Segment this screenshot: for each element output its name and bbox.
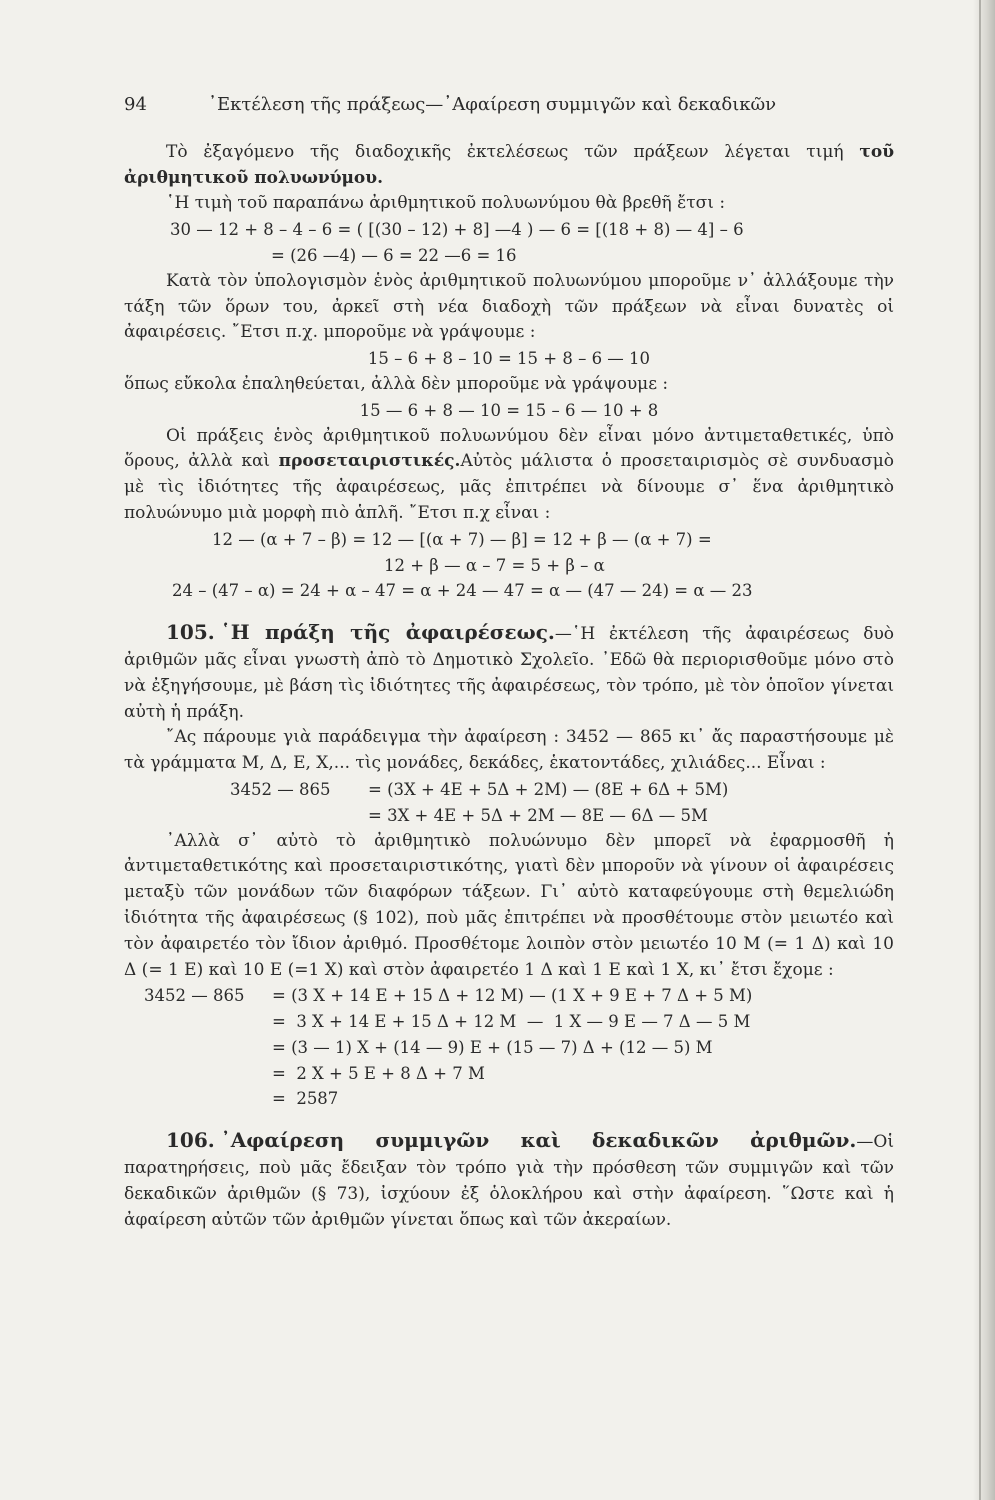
intro-text: Τὸ ἐξαγόμενο τῆς διαδοχικῆς ἐκτελέσεως τῶν πράξεων λέγεται τιμή [166,141,844,162]
equation-6-rhs1: = (3 Χ + 14 Ε + 15 Δ + 12 Μ) — (1 Χ + 9 Ε + 7 Δ + 5 Μ) [272,986,753,1006]
equation-5-rhs2: = 3Χ + 4Ε + 5Δ + 2Μ — 8Ε — 6Δ — 5Μ [368,805,708,825]
section-105-title: ῾Η πράξη τῆς ἀφαιρέσεως. [220,620,555,645]
running-title: ᾿Εκτέλεση τῆς πράξεως—᾿Αφαίρεση συμμιγῶν καὶ δεκαδικῶν [208,94,777,115]
equation-4-line1: 12 — (α + 7 – β) = 12 — [(α + 7) — β] = 12 + β — (α + 7) = [212,529,712,549]
equation-1-line2: = (26 —4) — 6 = 22 —6 = 16 [271,245,517,265]
equation-1-line1: 30 — 12 + 8 – 4 – 6 = ( [(30 – 12) + 8] —4 ) — 6 = [(18 + 8) — 4] – 6 [170,220,744,240]
equation-6-row2 [144,1009,894,1035]
equation-6-row3 [144,1035,894,1061]
section-105-example: ῎Ας πάρουμε γιὰ παράδειγμα τὴν ἀφαίρεση : 3452 — 865 κι᾿ ἄς παραστήσουμε μὲ τὰ γράμματα Μ, Δ, Ε, Χ,... τὶς μονάδες, δεκάδες, ἑκατοντάδες, χιλιάδες... Εἶναι : [124,727,894,774]
paragraph-borrowing: ᾿Αλλὰ σ᾿ αὐτὸ τὸ ἀριθμητικὸ πολυώνυμο δὲν μπορεῖ νὰ ἐφαρμοσθῆ ἡ ἀντιμεταθετικότης καὶ προσεταιριστικότης, γιατὶ δὲν μποροῦν νὰ γίνουν οἱ ἀφαιρέσεις μεταξὺ τῶν μονάδων τῶν διαφόρων τάξεων. Γι᾿ αὐτὸ καταφεύγουμε στὴ θεμελιώδη ἰδιότητα τῆς ἀφαιρέσεως (§ 102), ποὺ μᾶς ἐπιτρέπει νὰ προσθέτουμε στὸν μειωτέο καὶ τὸν ἀφαιρετέο τὸν ἴδιον ἀριθμό. Προσθέτομε λοιπὸν στὸν μειωτέο 10 Μ (= 1 Δ) καὶ 10 Δ (= 1 Ε) καὶ 10 Ε (=1 Χ) καὶ στὸν ἀφαιρετέο 1 Δ καὶ 1 Ε καὶ 1 Χ, κι᾿ ἔτσι ἔχομε : [124,830,894,980]
equation-2: 15 – 6 + 8 – 10 = 15 + 8 – 6 — 10 [367,349,651,369]
intro-bold-term: τοῦ ἀριθμητικοῦ πολυωνύμου. [124,141,894,188]
equation-5 [230,777,894,829]
intro-line2: ῾Η τιμὴ τοῦ παραπάνω ἀριθμητικοῦ πολυωνύμου θὰ βρεθῆ ἔτσι : [166,193,726,214]
book-page [124,92,894,1233]
para4-bold-term: προσεταιριστικές. [278,451,461,472]
section-105-number: 105. [166,620,215,645]
equation-5-row2 [230,803,894,829]
equation-4-line2: 12 + β — α – 7 = 5 + β – α [384,555,605,575]
section-106-text: —Οἱ παρατηρήσεις, ποὺ μᾶς ἔδειξαν τὸν τρόπο γιὰ τὴν πρόσθεση τῶν συμμιγῶν καὶ τῶν δεκαδικῶν ἀριθμῶν (§ 73), ἰσχύουν ἐξ ὁλοκλήρου καὶ στὴν ἀφαίρεση. ῞Ωστε καὶ ἡ ἀφαίρεση αὐτῶν τῶν ἀριθμῶν γίνεται ὅπως καὶ τῶν ἀκεραίων. [124,1132,894,1230]
section-105-text: —῾Η ἐκτέλεση τῆς ἀφαιρέσεως δυὸ ἀριθμῶν μᾶς εἶναι γνωστὴ ἀπὸ τὸ Δημοτικὸ Σχολεῖο. ᾿Εδῶ θὰ περιορισθοῦμε μόνο στὸ νὰ ἐξηγήσουμε, μὲ βάση τὶς ἰδιότητες τῆς ἀφαιρέσεως, τὸν τρόπο, μὲ τὸν ὁποῖον γίνεται αὐτὴ ἡ πράξη. [124,624,895,722]
equation-6-rhs2: = 3 Χ + 14 Ε + 15 Δ + 12 Μ — 1 Χ — 9 Ε — 7 Δ — 5 Μ [272,1012,751,1032]
page-header [124,92,894,118]
para4-text-after: Αὐτὸς μάλιστα ὁ προσεταιρισμὸς σὲ συνδυασμὸ μὲ τὶς ἰδιότητες τῆς ἀφαιρέσεως, μᾶς ἐπιτρέπει νὰ δίνουμε σ᾿ ἕνα ἀριθμητικὸ πολυώνυμο μιὰ μορφὴ πιὸ ἁπλῆ. ῎Ετσι π.χ εἶναι : [124,451,895,523]
equation-6-row5 [144,1086,894,1112]
equation-4-line3: 24 – (47 – α) = 24 + α – 47 = α + 24 — 47 = α — (47 — 24) = α — 23 [172,581,753,601]
intro-paragraph [124,140,894,192]
paragraph-verify: ὅπως εὔκολα ἐπαληθεύεται, ἀλλὰ δὲν μποροῦμε νὰ γράψουμε : [124,373,669,394]
section-105 [124,620,894,725]
equation-6-lhs: 3452 — 865 [144,986,245,1006]
equation-5-rhs1: = (3Χ + 4Ε + 5Δ + 2Μ) — (8Ε + 6Δ + 5Μ) [368,779,729,799]
equation-6-rhs5: = 2587 [272,1089,339,1109]
page-number: 94 [124,94,147,115]
para4-text-before: Οἱ πράξεις ἑνὸς ἀριθμητικοῦ πολυωνύμου δὲν εἶναι μόνο ἀντιμεταθετικές, ὑπὸ ὅρους, ἀλλὰ καὶ [124,425,894,472]
book-gutter-line [979,0,981,1500]
equation-6-row4 [144,1061,894,1087]
equation-6 [144,983,894,1112]
section-106-title: ᾿Αφαίρεση συμμιγῶν καὶ δεκαδικῶν ἀριθμῶν. [220,1128,857,1153]
section-106-number: 106. [166,1128,215,1153]
page-edge-shadow [973,0,995,1500]
equation-6-row1 [144,983,894,1009]
equation-6-rhs3: = (3 — 1) Χ + (14 — 9) Ε + (15 — 7) Δ + (12 — 5) Μ [272,1037,713,1057]
section-106 [124,1128,894,1233]
equation-5-row1 [230,777,894,803]
paragraph-associative [124,424,894,527]
equation-3: 15 — 6 + 8 — 10 = 15 – 6 — 10 + 8 [359,400,659,420]
equation-5-lhs: 3452 — 865 [230,779,331,799]
equation-6-rhs4: = 2 Χ + 5 Ε + 8 Δ + 7 Μ [272,1063,485,1083]
paragraph-reorder: Κατὰ τὸν ὑπολογισμὸν ἑνὸς ἀριθμητικοῦ πολυωνύμου μποροῦμε ν᾿ ἀλλάξουμε τὴν τάξη τῶν ὅρων του, ἀρκεῖ στὴ νέα διαδοχὴ τῶν πράξεων νὰ εἶναι δυνατὲς οἱ ἀφαιρέσεις. ῎Ετσι π.χ. μποροῦμε νὰ γράψουμε : [124,270,894,343]
